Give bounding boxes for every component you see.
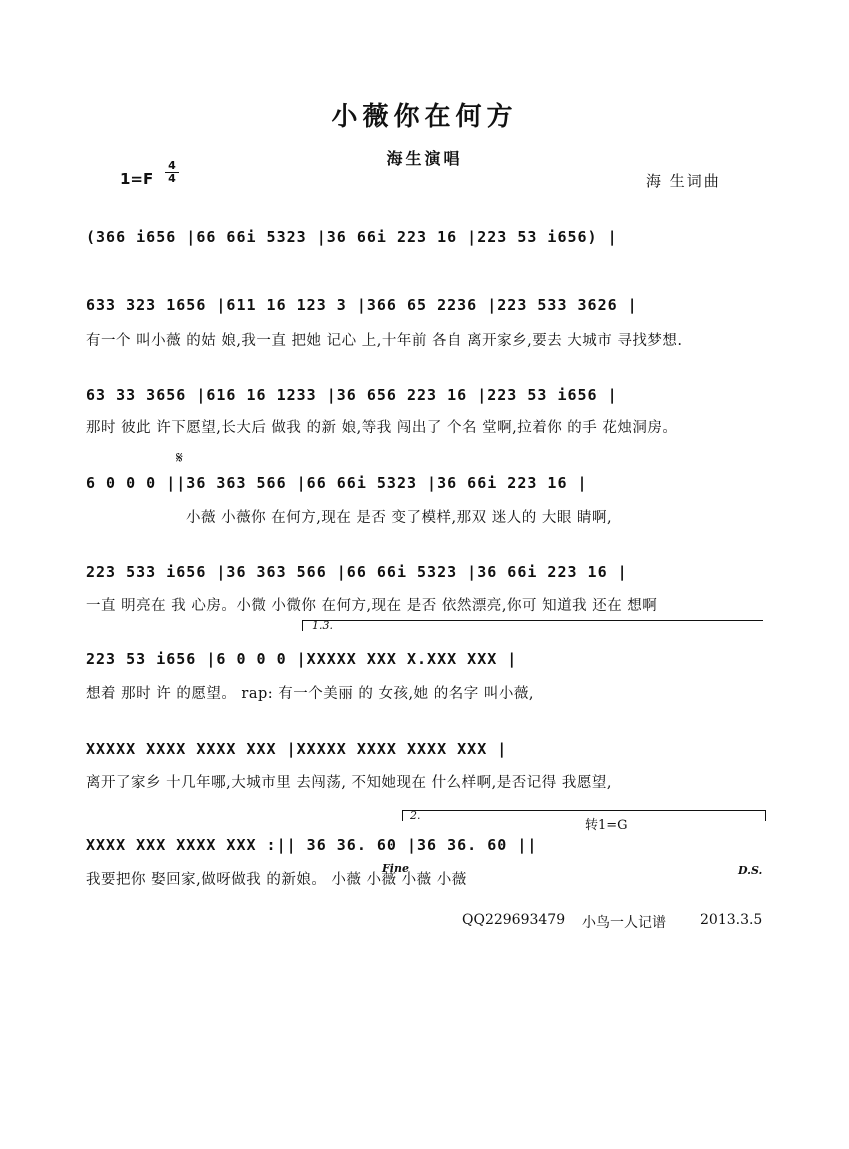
volta-1-bracket	[302, 620, 763, 631]
ds-mark: D.S.	[738, 864, 763, 877]
score-line-1: (366 i656 |66 66i 5323 |36 66i 223 16 |223 53 i656) |	[86, 228, 618, 246]
segno-sign: 𝄋	[176, 448, 183, 467]
score-line-4: 6 0 0 0 ||36 363 566 |66 66i 5323 |36 66i 223 16 |	[86, 474, 588, 492]
lyric-line-8: 我要把你 娶回家,做呀做我 的新娘。 小薇 小薇 小薇 小薇	[86, 872, 467, 888]
score-line-8: XXXX XXX XXXX XXX :|| 36 36. 60 |36 36. 60 ||	[86, 836, 538, 854]
score-line-3: 63 33 3656 |616 16 1233 |36 656 223 16 |223 53 i656 |	[86, 386, 618, 404]
lyric-line-4: 小薇 小薇你 在何方,现在 是否 变了模样,那双 迷人的 大眼 睛啊,	[186, 510, 613, 526]
lyric-line-2: 有一个 叫小薇 的姑 娘,我一直 把她 记心 上,十年前 各自 离开家乡,要去 大城市 寻找梦想.	[86, 333, 683, 349]
lyric-line-5: 一直 明亮在 我 心房。小微 小微你 在何方,现在 是否 依然漂亮,你可 知道我 还在 想啊	[86, 598, 658, 614]
time-signature	[165, 160, 179, 185]
score-line-5: 223 533 i656 |36 363 566 |66 66i 5323 |36 66i 223 16 |	[86, 563, 628, 581]
key-signature: 1=F	[120, 170, 154, 188]
score-line-2: 633 323 1656 |611 16 123 3 |366 65 2236 |223 533 3626 |	[86, 296, 638, 314]
score-line-6: 223 53 i656 |6 0 0 0 |XXXXX XXX X.XXX XXX |	[86, 650, 518, 668]
volta-1-label: 1.3.	[312, 619, 333, 632]
footer-qq: QQ229693479	[462, 912, 566, 928]
author-credit: 海 生词曲	[646, 172, 721, 190]
song-title: 小薇你在何方	[331, 102, 518, 132]
lyric-line-6: 想着 那时 许 的愿望。 rap: 有一个美丽 的 女孩,她 的名字 叫小薇,	[86, 686, 534, 702]
time-numerator: 4	[168, 159, 176, 172]
lyric-line-7: 离开了家乡 十几年哪,大城市里 去闯荡, 不知她现在 什么样啊,是否记得 我愿望,	[86, 775, 612, 791]
fine-mark: Fine	[382, 862, 409, 875]
lyric-line-3: 那时 彼此 许下愿望,长大后 做我 的新 娘,等我 闯出了 个名 堂啊,拉着你 的手 花烛洞房。	[86, 420, 678, 436]
time-denominator: 4	[165, 172, 179, 185]
volta-2-bracket	[402, 810, 766, 821]
modulation-mark: 转1=G	[585, 818, 628, 833]
singer-credit: 海生演唱	[386, 149, 463, 168]
footer-scribe: 小鸟一人记谱	[582, 915, 666, 931]
score-line-7: XXXXX XXXX XXXX XXX |XXXXX XXXX XXXX XXX |	[86, 740, 508, 758]
footer-date: 2013.3.5	[700, 912, 763, 928]
volta-2-label: 2.	[410, 809, 421, 822]
